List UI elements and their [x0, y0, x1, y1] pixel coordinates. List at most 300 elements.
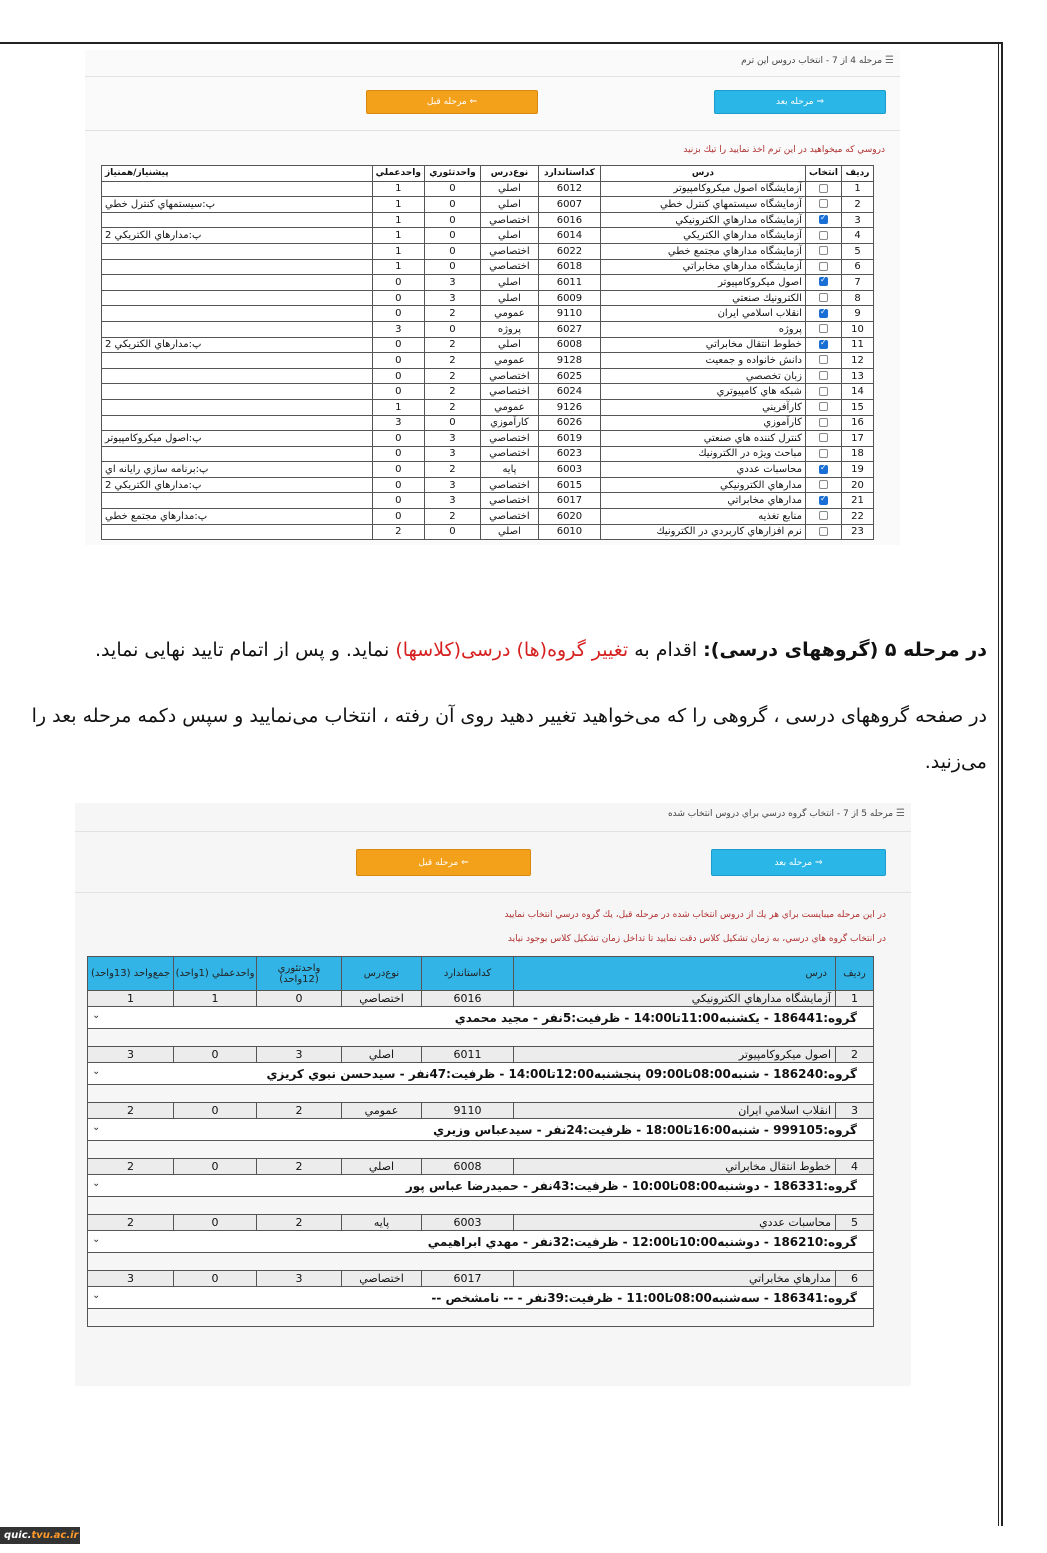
sliders-icon: ☰ [896, 808, 905, 819]
group-select-value: گروه:186331 - دوشنبه08:00تا10:00 - ظرفيت:43نفر - حميدرضا عباس پور [405, 1178, 857, 1193]
course-code: 6011 [422, 1047, 514, 1063]
select-checkbox [805, 493, 841, 509]
practical-units: 0 [174, 1047, 257, 1063]
course-checkbox[interactable] [819, 246, 828, 255]
course-name: آزمايشگاه مدارهاي الكترونيكي [514, 991, 836, 1007]
course-checkbox[interactable] [819, 433, 828, 442]
total-units: 2 [88, 1103, 174, 1119]
course-checkbox[interactable] [819, 402, 828, 411]
table-row [102, 493, 874, 509]
theory-units: 3 [424, 446, 480, 462]
practical-units: 0 [372, 337, 424, 353]
theory-units: 0 [424, 181, 480, 197]
spacer-cell [88, 1309, 874, 1327]
step5-instruction-1: در اين مرحله ميبايست براي هر يك از دروس انتخاب شده در مرحله قبل، يك گروه درسي انتخاب نماييد [504, 910, 886, 920]
row-number: 2 [836, 1047, 874, 1063]
theory-units: 2 [424, 337, 480, 353]
total-units: 3 [88, 1271, 174, 1287]
select-checkbox [805, 509, 841, 525]
group-select[interactable] [88, 1119, 874, 1141]
course-code: 6018 [538, 259, 600, 275]
select-checkbox [805, 181, 841, 197]
course-type: اصلي [480, 197, 538, 213]
divider [75, 831, 911, 832]
table-row [102, 259, 874, 275]
row-spacer [88, 1197, 874, 1215]
prereq: پ:مدارهاي الكتريكي 2 [102, 477, 373, 493]
practical-units: 0 [372, 446, 424, 462]
course-type: اصلي [480, 290, 538, 306]
row-spacer [88, 1029, 874, 1047]
course-name: خطوط انتقال مخابراتي [600, 337, 805, 353]
practical-units: 1 [372, 399, 424, 415]
theory-units: 2 [424, 462, 480, 478]
row-number: 4 [836, 1159, 874, 1175]
table-row [102, 290, 874, 306]
table-row [102, 524, 874, 540]
row-spacer [88, 1309, 874, 1327]
prereq [102, 446, 373, 462]
course-name: دانش خانواده و جمعيت [600, 353, 805, 369]
table-row [102, 228, 874, 244]
header-practical: واحدعملي [372, 166, 424, 182]
course-type: اختصاصي [480, 368, 538, 384]
row-number: 1 [842, 181, 874, 197]
next-step-button[interactable]: ⇒ مرحله بعد [714, 90, 886, 114]
prereq: پ:مدارهاي مجتمع خطي [102, 509, 373, 525]
practical-units: 0 [372, 353, 424, 369]
total-units: 2 [88, 1159, 174, 1175]
course-checkbox[interactable] [819, 262, 828, 271]
course-row [88, 1103, 874, 1119]
course-code: 6007 [538, 197, 600, 213]
prev-step-button[interactable]: ⇐ مرحله قبل [356, 849, 531, 876]
row-number: 14 [842, 384, 874, 400]
practical-units: 0 [174, 1271, 257, 1287]
course-name: آزمايشگاه مدارهاي مخابراتي [600, 259, 805, 275]
course-code: 6012 [538, 181, 600, 197]
total-units: 1 [88, 991, 174, 1007]
sliders-icon: ☰ [885, 55, 894, 66]
practical-units: 0 [372, 462, 424, 478]
course-name: محاسبات عددي [514, 1215, 836, 1231]
chevron-down-icon[interactable]: ⌄ [92, 1178, 101, 1189]
header-theory: واحدتئوري (12واحد) [257, 957, 342, 991]
course-checkbox[interactable] [819, 480, 828, 489]
course-type: كارآموزي [480, 415, 538, 431]
course-code: 6014 [538, 228, 600, 244]
row-number: 6 [836, 1271, 874, 1287]
select-checkbox [805, 290, 841, 306]
theory-units: 3 [424, 275, 480, 291]
row-number: 17 [842, 431, 874, 447]
course-code: 6011 [538, 275, 600, 291]
table-row [102, 399, 874, 415]
row-number: 11 [842, 337, 874, 353]
group-select-value: گروه:999105 - شنبه16:00تا18:00 - ظرفيت:24نفر - سيدعباس وزيري [433, 1122, 857, 1137]
table-row [102, 181, 874, 197]
course-code: 6008 [538, 337, 600, 353]
row-number: 9 [842, 306, 874, 322]
row-number: 16 [842, 415, 874, 431]
practical-units: 3 [372, 415, 424, 431]
row-number: 1 [836, 991, 874, 1007]
course-name: مدارهاي مخابراتي [600, 493, 805, 509]
practical-units: 0 [372, 384, 424, 400]
course-name: انقلاب اسلامي ايران [514, 1103, 836, 1119]
row-number: 12 [842, 353, 874, 369]
course-name: نرم افزارهاي كاربردي در الكترونيك [600, 524, 805, 540]
row-number: 5 [836, 1215, 874, 1231]
course-name: كارآفريني [600, 399, 805, 415]
theory-units: 3 [424, 493, 480, 509]
course-type: عمومي [480, 306, 538, 322]
select-checkbox [805, 212, 841, 228]
course-name: انقلاب اسلامي ايران [600, 306, 805, 322]
practical-units: 1 [372, 228, 424, 244]
table-row [102, 321, 874, 337]
course-name: مباحث ويژه در الكترونيك [600, 446, 805, 462]
course-name: محاسبات عددي [600, 462, 805, 478]
divider [85, 130, 900, 131]
practical-units: 3 [372, 321, 424, 337]
header-prereq: پيشنياز/همنياز [102, 166, 373, 182]
row-number: 6 [842, 259, 874, 275]
chevron-down-icon[interactable]: ⌄ [92, 1290, 101, 1301]
spacer-cell [88, 1253, 874, 1271]
select-checkbox [805, 431, 841, 447]
group-select[interactable] [88, 1175, 874, 1197]
table-row [102, 243, 874, 259]
course-row [88, 1215, 874, 1231]
course-row [88, 991, 874, 1007]
theory-units: 3 [257, 1271, 342, 1287]
practical-units: 1 [372, 243, 424, 259]
instruction-paragraph-2: در صفحه گروههای درسی ، گروهی را که می‌خواهید تغییر دهید روی آن رفته ، انتخاب می‌نمایید و سپس دکمه مرحله بعد را می‌زنید. [31, 705, 987, 773]
course-checkbox[interactable] [819, 418, 828, 427]
course-type: اختصاصي [480, 493, 538, 509]
theory-units: 0 [424, 243, 480, 259]
prereq [102, 259, 373, 275]
group-select-row [88, 1287, 874, 1309]
course-name: آزمايشگاه سيستمهاي كنترل خطي [600, 197, 805, 213]
course-checkbox[interactable] [819, 215, 828, 224]
course-type: اختصاصي [480, 446, 538, 462]
course-type: اصلي [480, 181, 538, 197]
course-type: اختصاصي [480, 384, 538, 400]
theory-units: 2 [424, 353, 480, 369]
course-name: كنترل كننده هاي صنعتي [600, 431, 805, 447]
theory-units: 3 [257, 1047, 342, 1063]
prereq [102, 290, 373, 306]
table-row [102, 462, 874, 478]
group-select-row [88, 1231, 874, 1253]
row-number: 3 [842, 212, 874, 228]
prereq [102, 181, 373, 197]
prereq [102, 212, 373, 228]
course-code: 6022 [538, 243, 600, 259]
row-number: 7 [842, 275, 874, 291]
row-number: 10 [842, 321, 874, 337]
practical-units: 0 [372, 275, 424, 291]
table-row [102, 353, 874, 369]
course-checkbox[interactable] [819, 340, 828, 349]
course-checkbox[interactable] [819, 231, 828, 240]
prereq [102, 493, 373, 509]
course-checkbox[interactable] [819, 511, 828, 520]
practical-units: 0 [174, 1103, 257, 1119]
theory-units: 3 [424, 477, 480, 493]
theory-units: 3 [424, 290, 480, 306]
course-checkbox[interactable] [819, 387, 828, 396]
course-type: عمومي [480, 353, 538, 369]
row-number: 4 [842, 228, 874, 244]
course-checkbox[interactable] [819, 199, 828, 208]
course-type: پايه [480, 462, 538, 478]
prereq [102, 415, 373, 431]
select-checkbox [805, 399, 841, 415]
divider [85, 76, 900, 77]
row-number: 23 [842, 524, 874, 540]
course-name: الكترونيك صنعتي [600, 290, 805, 306]
step4-panel [85, 50, 900, 545]
practical-units: 0 [372, 477, 424, 493]
theory-units: 0 [424, 197, 480, 213]
course-type: اصلي [480, 275, 538, 291]
group-select[interactable] [88, 1007, 874, 1029]
practical-units: 0 [372, 290, 424, 306]
practical-units: 1 [372, 181, 424, 197]
row-spacer [88, 1141, 874, 1159]
step5-instruction-2: در انتخاب گروه هاي درسي، به زمان تشكيل كلاس دقت نماييد تا تداخل زمان تشكيل كلاس بوجود نيايد [507, 934, 886, 944]
theory-units: 2 [257, 1215, 342, 1231]
group-select[interactable] [88, 1063, 874, 1085]
course-code: 6017 [538, 493, 600, 509]
row-spacer [88, 1253, 874, 1271]
theory-units: 2 [424, 368, 480, 384]
course-code: 6024 [538, 384, 600, 400]
table-row [102, 431, 874, 447]
practical-units: 0 [372, 368, 424, 384]
select-checkbox [805, 446, 841, 462]
header-code: كداستاندارد [538, 166, 600, 182]
spacer-cell [88, 1141, 874, 1159]
theory-units: 2 [424, 384, 480, 400]
row-number: 15 [842, 399, 874, 415]
prereq [102, 353, 373, 369]
prereq [102, 384, 373, 400]
course-code: 6016 [538, 212, 600, 228]
group-select[interactable] [88, 1287, 874, 1309]
group-select-value: گروه:186210 - دوشنبه10:00تا12:00 - ظرفيت:32نفر - مهدي ابراهيمي [427, 1234, 857, 1249]
course-code: 9110 [422, 1103, 514, 1119]
row-number: 18 [842, 446, 874, 462]
course-type: اصلي [342, 1159, 422, 1175]
course-code: 6026 [538, 415, 600, 431]
chevron-down-icon[interactable]: ⌄ [92, 1122, 101, 1133]
practical-units: 0 [372, 509, 424, 525]
select-checkbox [805, 321, 841, 337]
practical-units: 0 [372, 493, 424, 509]
theory-units: 0 [424, 212, 480, 228]
select-checkbox [805, 197, 841, 213]
chevron-down-icon[interactable]: ⌄ [92, 1010, 101, 1021]
prereq [102, 306, 373, 322]
table-row [102, 384, 874, 400]
practical-units: 1 [372, 212, 424, 228]
group-select-row [88, 1063, 874, 1085]
prereq: پ:اصول ميكروكامپيوتر [102, 431, 373, 447]
course-checkbox[interactable] [819, 465, 828, 474]
course-name: منابع تغذيه [600, 509, 805, 525]
table-row [102, 197, 874, 213]
course-name: آزمايشگاه مدارهاي الكترونيكي [600, 212, 805, 228]
table-header [102, 166, 874, 182]
theory-units: 0 [424, 259, 480, 275]
select-checkbox [805, 353, 841, 369]
step4-instruction: دروسي كه ميخواهيد در اين ترم اخذ نماييد را تيك بزنيد [683, 145, 885, 155]
course-type: پايه [342, 1215, 422, 1231]
course-code: 6019 [538, 431, 600, 447]
practical-units: 1 [372, 259, 424, 275]
spacer-cell [88, 1197, 874, 1215]
practical-units: 0 [372, 431, 424, 447]
course-checkbox[interactable] [819, 355, 828, 364]
course-type: اختصاصي [480, 509, 538, 525]
group-select-row [88, 1119, 874, 1141]
course-name: كارآموزي [600, 415, 805, 431]
total-units: 3 [88, 1047, 174, 1063]
group-select-value: گروه:186240 - شنبه08:00تا09:00 پنجشنبه12:00تا14:00 - ظرفيت:47نفر - سيدحسن نبوي كريزي [266, 1066, 857, 1081]
prev-step-button[interactable]: ⇐ مرحله قبل [366, 90, 538, 114]
prereq [102, 399, 373, 415]
select-checkbox [805, 306, 841, 322]
course-name: آزمايشگاه مدارهاي الكتريكي [600, 228, 805, 244]
site-logo: quic.tvu.ac.ir [0, 1527, 80, 1544]
theory-units: 0 [424, 524, 480, 540]
header-course: درس [600, 166, 805, 182]
prereq: پ:مدارهاي الكتريكي 2 [102, 337, 373, 353]
header-type: نوع‌درس [480, 166, 538, 182]
course-type: اختصاصي [480, 243, 538, 259]
instruction-paragraph-1: در مرحله ۵ (گروههای درسی): اقدام به تغییر گروه(ها) درسی(کلاسها) نماید. و پس از اتمام تایید نهایی نماید. [95, 639, 987, 661]
course-row [88, 1047, 874, 1063]
next-step-button[interactable]: ⇒ مرحله بعد [711, 849, 886, 876]
course-type: عمومي [342, 1103, 422, 1119]
course-name: زبان تخصصي [600, 368, 805, 384]
course-type: اصلي [480, 228, 538, 244]
select-checkbox [805, 243, 841, 259]
chevron-down-icon[interactable]: ⌄ [92, 1066, 101, 1077]
prereq [102, 321, 373, 337]
prereq: پ:مدارهاي الكتريكي 2 [102, 228, 373, 244]
step5-title: ☰ مرحله 5 از 7 - انتخاب گروه درسي براي دروس انتخاب شده [667, 808, 905, 819]
row-number: 3 [836, 1103, 874, 1119]
course-checkbox[interactable] [819, 449, 828, 458]
table-row [102, 446, 874, 462]
theory-units: 0 [424, 415, 480, 431]
course-checkbox[interactable] [819, 527, 828, 536]
table-row [102, 415, 874, 431]
theory-units: 3 [424, 431, 480, 447]
select-checkbox [805, 415, 841, 431]
prereq: پ:سيستمهاي كنترل خطي [102, 197, 373, 213]
practical-units: 0 [174, 1215, 257, 1231]
course-checkbox[interactable] [819, 371, 828, 380]
course-checkbox[interactable] [819, 293, 828, 302]
course-name: اصول ميكروكامپيوتر [600, 275, 805, 291]
header-row-number: رديف [842, 166, 874, 182]
table-row [102, 306, 874, 322]
practical-units: 0 [174, 1159, 257, 1175]
header-code: كداستاندارد [422, 957, 514, 991]
theory-units: 0 [424, 228, 480, 244]
row-number: 13 [842, 368, 874, 384]
course-code: 6008 [422, 1159, 514, 1175]
course-type: اختصاصي [480, 259, 538, 275]
select-checkbox [805, 462, 841, 478]
course-type: اختصاصي [342, 991, 422, 1007]
course-checkbox[interactable] [819, 496, 828, 505]
row-number: 5 [842, 243, 874, 259]
course-checkbox[interactable] [819, 277, 828, 286]
course-name: آزمايشگاه مدارهاي مجتمع خطي [600, 243, 805, 259]
course-name: مدارهاي الكترونيكي [600, 477, 805, 493]
course-code: 6023 [538, 446, 600, 462]
group-select[interactable] [88, 1231, 874, 1253]
course-code: 6017 [422, 1271, 514, 1287]
course-row [88, 1159, 874, 1175]
step4-title: ☰ مرحله 4 از 7 - انتخاب دروس اين ترم [741, 55, 894, 66]
theory-units: 0 [257, 991, 342, 1007]
course-type: اختصاصي [480, 477, 538, 493]
total-units: 2 [88, 1215, 174, 1231]
course-code: 6020 [538, 509, 600, 525]
course-code: 6027 [538, 321, 600, 337]
course-code: 6015 [538, 477, 600, 493]
course-code: 6003 [538, 462, 600, 478]
course-name: شبكه هاي كامپيوتري [600, 384, 805, 400]
select-checkbox [805, 477, 841, 493]
row-number: 21 [842, 493, 874, 509]
course-type: پروژه [480, 321, 538, 337]
table-row [102, 337, 874, 353]
row-number: 2 [842, 197, 874, 213]
step5-panel [75, 803, 911, 1386]
theory-units: 2 [257, 1103, 342, 1119]
table-row [102, 368, 874, 384]
course-name: خطوط انتقال مخابراتي [514, 1159, 836, 1175]
course-row [88, 1271, 874, 1287]
theory-units: 2 [257, 1159, 342, 1175]
course-name: آزمايشگاه اصول ميكروكامپيوتر [600, 181, 805, 197]
course-name: اصول ميكروكامپيوتر [514, 1047, 836, 1063]
table-header [88, 957, 874, 991]
course-type: اختصاصي [342, 1271, 422, 1287]
select-checkbox [805, 524, 841, 540]
course-checkbox[interactable] [819, 184, 828, 193]
course-checkbox[interactable] [819, 324, 828, 333]
chevron-down-icon[interactable]: ⌄ [92, 1234, 101, 1245]
select-checkbox [805, 275, 841, 291]
select-checkbox [805, 337, 841, 353]
course-name: پروژه [600, 321, 805, 337]
practical-units: 1 [372, 197, 424, 213]
group-select-row [88, 1007, 874, 1029]
course-checkbox[interactable] [819, 309, 828, 318]
prereq: پ:برنامه سازي رايانه اي [102, 462, 373, 478]
select-checkbox [805, 228, 841, 244]
